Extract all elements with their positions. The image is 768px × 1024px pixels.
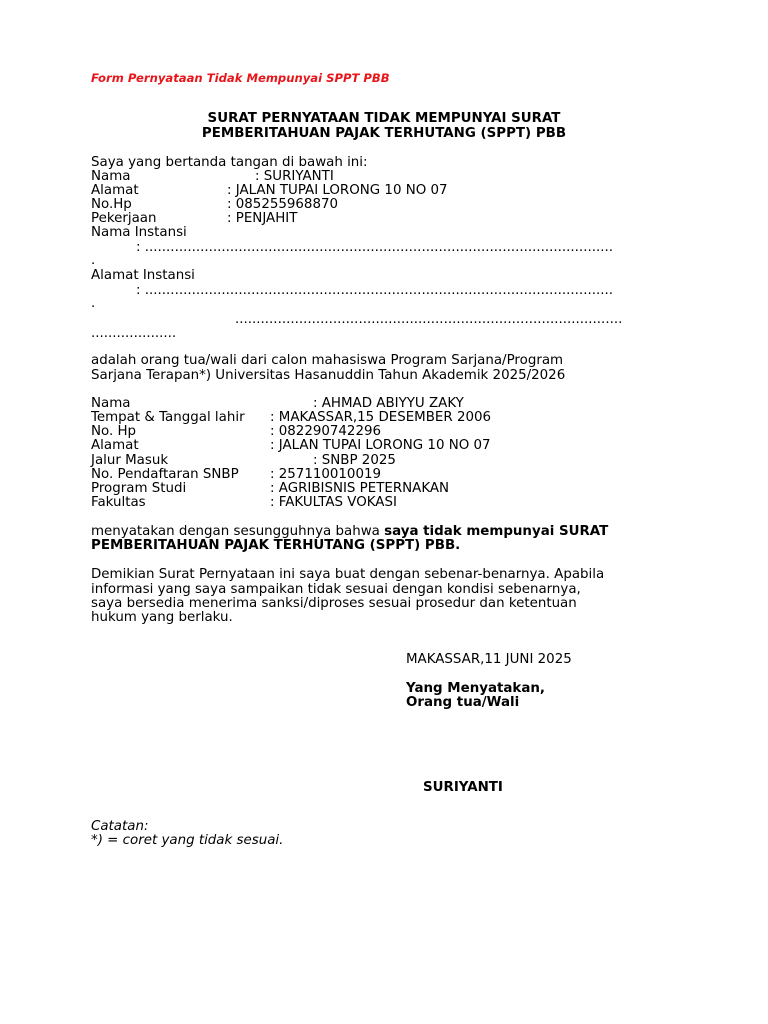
declarant-alamat-instansi-dots2: ........................................................................................... xyxy=(235,312,623,327)
student-nama-value: : AHMAD ABIYYU ZAKY xyxy=(313,396,464,411)
student-fakultas-value: : FAKULTAS VOKASI xyxy=(270,495,397,510)
declarant-alamat-value: : JALAN TUPAI LORONG 10 NO 07 xyxy=(227,183,448,198)
student-prodi-value: : AGRIBISNIS PETERNAKAN xyxy=(270,481,450,496)
note-text: *) = coret yang tidak sesuai. xyxy=(91,833,284,848)
declarant-instansi-label: Nama Instansi xyxy=(91,225,187,240)
declarant-alamat-instansi-label: Alamat Instansi xyxy=(91,268,195,283)
closing-line2: informasi yang saya sampaikan tidak sesuai dengan kondisi sebenarnya, xyxy=(91,582,581,597)
student-alamat-value: : JALAN TUPAI LORONG 10 NO 07 xyxy=(270,438,491,453)
declarant-instansi-dots: : .............................................................................................................. xyxy=(136,240,613,255)
student-prodi-label: Program Studi xyxy=(91,481,187,496)
declarant-alamat-label: Alamat xyxy=(91,183,139,198)
closing-line4: hukum yang berlaku. xyxy=(91,610,233,625)
student-snbp-label: No. Pendaftaran SNBP xyxy=(91,467,239,482)
declarant-instansi-dot-wrap: . xyxy=(91,253,96,268)
student-nama-label: Nama xyxy=(91,396,131,411)
form-header-note: Form Pernyataan Tidak Mempunyai SPPT PBB xyxy=(91,71,390,85)
student-fakultas-label: Fakultas xyxy=(91,495,146,510)
relation-line2: Sarjana Terapan*) Universitas Hasanuddin Tahun Akademik 2025/2026 xyxy=(91,368,566,383)
signature-label1: Yang Menyatakan, xyxy=(406,681,545,696)
declarant-nohp-label: No.Hp xyxy=(91,197,132,212)
student-snbp-value: : 257110010019 xyxy=(270,467,382,482)
statement-normal-text: menyatakan dengan sesungguhnya bahwa xyxy=(91,524,385,539)
signature-label2: Orang tua/Wali xyxy=(406,695,520,710)
closing-line1: Demikian Surat Pernyataan ini saya buat dengan sebenar-benarnya. Apabila xyxy=(91,567,605,582)
declarant-nama-value: : SURIYANTI xyxy=(255,169,334,184)
closing-line3: saya bersedia menerima sanksi/diproses sesuai prosedur dan ketentuan xyxy=(91,596,577,611)
student-ttl-label: Tempat & Tanggal lahir xyxy=(91,410,245,425)
declarant-nama-label: Nama xyxy=(91,169,131,184)
student-ttl-value: : MAKASSAR,15 DESEMBER 2006 xyxy=(270,410,492,425)
intro-text: Saya yang bertanda tangan di bawah ini: xyxy=(91,155,368,170)
statement-line2: PEMBERITAHUAN PAJAK TERHUTANG (SPPT) PBB. xyxy=(91,538,461,553)
declarant-pekerjaan-label: Pekerjaan xyxy=(91,211,157,226)
document-title-line2: PEMBERITAHUAN PAJAK TERHUTANG (SPPT) PBB xyxy=(201,126,567,141)
declarant-pekerjaan-value: : PENJAHIT xyxy=(227,211,298,226)
student-jalur-value: : SNBP 2025 xyxy=(313,453,396,468)
declarant-nohp-value: : 085255968870 xyxy=(227,197,339,212)
signature-name: SURIYANTI xyxy=(423,780,503,795)
statement-bold-text: saya tidak mempunyai SURAT xyxy=(384,524,609,539)
note-label: Catatan: xyxy=(91,819,149,834)
student-nohp-label: No. Hp xyxy=(91,424,137,439)
student-jalur-label: Jalur Masuk xyxy=(91,453,169,468)
document-title-line1: SURAT PERNYATAAN TIDAK MEMPUNYAI SURAT xyxy=(207,111,561,126)
student-alamat-label: Alamat xyxy=(91,438,139,453)
relation-line1: adalah orang tua/wali dari calon mahasiswa Program Sarjana/Program xyxy=(91,353,564,368)
signature-place-date: MAKASSAR,11 JUNI 2025 xyxy=(406,652,572,667)
declarant-alamat-instansi-dot-wrap: . xyxy=(91,296,96,311)
declarant-alamat-instansi-dots: : .............................................................................................................. xyxy=(136,283,613,298)
declarant-alamat-instansi-dots3: .................... xyxy=(91,326,177,341)
student-nohp-value: : 082290742296 xyxy=(270,424,382,439)
